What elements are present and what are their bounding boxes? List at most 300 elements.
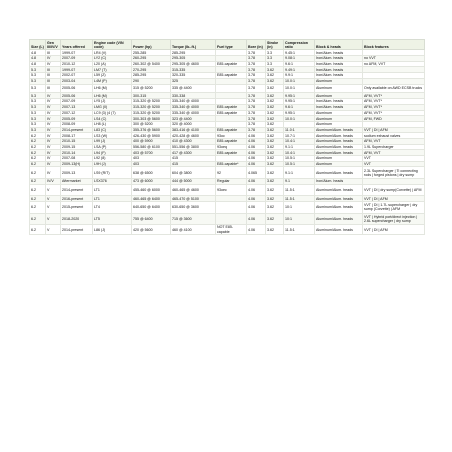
- table-cell: 260-295: [132, 56, 171, 62]
- table-cell: 383-416 @ 4100: [171, 127, 216, 133]
- table-cell: 3.62: [266, 138, 284, 144]
- table-cell: 2005-09: [61, 116, 93, 122]
- table-cell: 10:1: [284, 201, 315, 213]
- table-cell: 9.6:1: [284, 104, 315, 110]
- table-cell: L4M (P): [93, 78, 132, 84]
- table-cell: 5.3: [30, 121, 46, 127]
- column-header: Fuel type: [216, 40, 247, 50]
- table-cell: 630-650 @ 3600: [171, 201, 216, 213]
- table-cell: IV: [46, 138, 61, 144]
- table-cell: 3.62: [266, 201, 284, 213]
- table-cell: Aluminum: [315, 84, 363, 93]
- table-cell: E85-capable: [216, 61, 247, 67]
- table-cell: 403: [132, 156, 171, 162]
- table-cell: V: [46, 201, 61, 213]
- table-cell: 1999-07: [61, 67, 93, 73]
- table-cell: IV: [46, 61, 61, 67]
- table-cell: IV: [46, 56, 61, 62]
- table-cell: 410 @ 4300: [171, 138, 216, 144]
- table-cell: VVT | DI | AFM: [363, 196, 425, 202]
- table-cell: LSA (P): [93, 144, 132, 150]
- table-cell: 2014-present: [61, 184, 93, 196]
- table-cell: 10.4:1: [284, 138, 315, 144]
- table-cell: 3.78: [247, 67, 266, 73]
- table-cell: Iron/Alum. heads: [315, 56, 363, 62]
- table-row: [30, 84, 425, 93]
- table-cell: Aluminum/Alum. heads: [315, 225, 363, 235]
- table-cell: VVT | DI | dry sump(Corvette) | AFM: [363, 184, 425, 196]
- table-cell: 3.78: [247, 84, 266, 93]
- table-cell: 295-305 @ 4600: [171, 61, 216, 67]
- table-cell: 9.49:1: [284, 67, 315, 73]
- table-cell: 2007-09: [61, 56, 93, 62]
- table-cell: 9.6:1: [284, 61, 315, 67]
- table-cell: 315 @ 5200: [132, 84, 171, 93]
- table-cell: Aluminum: [315, 156, 363, 162]
- table-cell: 3.78: [247, 99, 266, 105]
- table-cell: 10.0:1: [284, 78, 315, 84]
- table-cell: L83 (C): [93, 127, 132, 133]
- table-cell: LH8 (L): [93, 121, 132, 127]
- table-cell: E85-capable: [216, 127, 247, 133]
- table-cell: 2016-present: [61, 196, 93, 202]
- table-cell: 300 @ 5200: [132, 121, 171, 127]
- table-cell: E85-capable: [216, 110, 247, 116]
- table-cell: 260-302 @ 5400: [132, 61, 171, 67]
- table-cell: 4.06: [247, 201, 266, 213]
- table-cell: 3.78: [247, 50, 266, 56]
- table-cell: 3.62: [266, 121, 284, 127]
- table-cell: 3.78: [247, 127, 266, 133]
- table-cell: 426-430 @ 5900: [132, 133, 171, 139]
- table-cell: Aluminum/Alum. heads: [315, 196, 363, 202]
- table-cell: 6.2: [30, 184, 46, 196]
- table-cell: 323 @ 4400: [171, 116, 216, 122]
- table-cell: 3.62: [266, 144, 284, 150]
- table-cell: 6.2: [30, 167, 46, 179]
- table-cell: L92 (8): [93, 156, 132, 162]
- table-cell: 330-338: [171, 93, 216, 99]
- table-cell: 9.45:1: [284, 50, 315, 56]
- table-cell: 5.3: [30, 67, 46, 73]
- table-cell: 2018-2020: [61, 213, 93, 225]
- table-cell: 9.08:1: [284, 56, 315, 62]
- table-cell: LY5 (J): [93, 99, 132, 105]
- table-cell: Iron/Alum. heads: [315, 179, 363, 185]
- table-cell: Aluminum/Alum. heads: [315, 150, 363, 156]
- table-cell: 3.62: [266, 161, 284, 167]
- table-cell: 335-340 @ 4000: [171, 104, 216, 110]
- table-cell: 1.9L Supercharger: [363, 144, 425, 150]
- table-cell: AFM, VVT*: [363, 104, 425, 110]
- table-cell: 556-580 @ 6100: [132, 144, 171, 150]
- table-cell: 11.5:1: [284, 184, 315, 196]
- table-cell: 2007-13: [61, 104, 93, 110]
- table-cell: 5.3: [30, 84, 46, 93]
- table-cell: 4.06: [247, 138, 266, 144]
- table-cell: 285-295: [132, 73, 171, 79]
- table-cell: III: [46, 67, 61, 73]
- table-cell: 460-465 @ 4600: [171, 184, 216, 196]
- table-cell: 1999-07: [61, 50, 93, 56]
- table-cell: LC9 (3) (4 (7): [93, 110, 132, 116]
- table-cell: 3.62: [266, 73, 284, 79]
- table-cell: [216, 201, 247, 213]
- table-cell: 2014-present: [61, 127, 93, 133]
- column-header: Power (hp): [132, 40, 171, 50]
- table-cell: E85-capable: [216, 104, 247, 110]
- table-cell: VVT: [363, 161, 425, 167]
- table-cell: 93oc: [216, 133, 247, 139]
- table-cell: AFM, VVT: [363, 138, 425, 144]
- table-cell: 2002-07: [61, 73, 93, 79]
- table-cell: 444 @ 5000: [171, 179, 216, 185]
- table-cell: Aftermarket: [61, 179, 93, 185]
- table-cell: 3.62: [266, 133, 284, 139]
- table-cell: 415: [171, 161, 216, 167]
- table-cell: 315-320 @ 5200: [132, 99, 171, 105]
- table-cell: Aluminum: [315, 93, 363, 99]
- table-cell: 2005-06: [61, 93, 93, 99]
- table-cell: 3.78: [247, 73, 266, 79]
- table-cell: 460 @ 4100: [171, 225, 216, 235]
- table-cell: Aluminum: [315, 116, 363, 122]
- table-cell: VVT | DI | 1.7L supercharger | dry sump (Corvette) | AFM: [363, 201, 425, 213]
- table-cell: 5.3: [30, 110, 46, 116]
- table-cell: 465-470 @ 5100: [171, 196, 216, 202]
- table-cell: Aluminum/Alum. heads: [315, 127, 363, 133]
- table-cell: Aluminum/Alum. heads: [315, 133, 363, 139]
- table-cell: 420-428 @ 4600: [171, 133, 216, 139]
- table-cell: IV: [46, 127, 61, 133]
- table-cell: 285-295: [171, 50, 216, 56]
- table-cell: 335-340 @ 4000: [171, 99, 216, 105]
- table-cell: 2010-14: [61, 150, 93, 156]
- table-cell: Aluminum/Alum. heads: [315, 201, 363, 213]
- engine-specs-table: [29, 39, 425, 235]
- table-cell: V: [46, 225, 61, 235]
- table-cell: Iron/Alum. heads: [315, 50, 363, 56]
- table-cell: 3.78: [247, 116, 266, 122]
- table-row: [30, 225, 425, 235]
- table-cell: LT4: [93, 201, 132, 213]
- table-cell: Aluminum: [315, 110, 363, 116]
- table-cell: 320 @ 4000: [171, 121, 216, 127]
- table-cell: 93oeq: [216, 144, 247, 150]
- table-cell: VVT: [363, 156, 425, 162]
- table-cell: Iron/Alum. heads: [315, 67, 363, 73]
- table-cell: LH6 (M): [93, 84, 132, 93]
- table-cell: 4.06: [247, 133, 266, 139]
- table-cell: 2008-17: [61, 133, 93, 139]
- table-cell: 270-295: [132, 67, 171, 73]
- table-cell: 6.2: [30, 179, 46, 185]
- table-cell: 2009-13: [61, 167, 93, 179]
- table-cell: IV: [46, 116, 61, 122]
- table-cell: no AFM, VVT: [363, 61, 425, 67]
- table-cell: 6.2: [30, 225, 46, 235]
- table-cell: 3.62: [266, 110, 284, 116]
- table-cell: 3.78: [247, 78, 266, 84]
- table-cell: 3.62: [266, 99, 284, 105]
- table-cell: 4.06: [247, 196, 266, 202]
- table-cell: 4.8: [30, 56, 46, 62]
- table-cell: 320-335: [171, 73, 216, 79]
- table-cell: 5.3: [30, 104, 46, 110]
- table-cell: 10.5:1: [284, 161, 315, 167]
- table-cell: 5.3: [30, 127, 46, 133]
- table-cell: 2007-12: [61, 110, 93, 116]
- table-cell: 6.2: [30, 213, 46, 225]
- table-cell: 335 @ 4400: [171, 84, 216, 93]
- table-cell: 6.2: [30, 150, 46, 156]
- table-cell: 10.0:1: [284, 116, 315, 122]
- table-cell: L99 (J): [93, 138, 132, 144]
- table-cell: 403: [132, 161, 171, 167]
- table-cell: 3.78: [247, 104, 266, 110]
- table-cell: 11.0:1: [284, 127, 315, 133]
- table-cell: [216, 213, 247, 225]
- table-cell: Aluminum: [315, 161, 363, 167]
- table-row: [30, 167, 425, 179]
- table-cell: III: [46, 78, 61, 84]
- table-cell: LM7 (T): [93, 67, 132, 73]
- table-cell: 604 @ 3800: [171, 167, 216, 179]
- table-cell: 4.06: [247, 156, 266, 162]
- table-cell: 3.62: [266, 167, 284, 179]
- table-cell: 3.3: [266, 56, 284, 62]
- table-cell: 2008-09: [61, 121, 93, 127]
- table-cell: V: [46, 184, 61, 196]
- table-cell: 455-460 @ 6000: [132, 184, 171, 196]
- table-cell: IV: [46, 104, 61, 110]
- table-cell: 640-650 @ 6400: [132, 201, 171, 213]
- table-cell: 4.06: [247, 150, 266, 156]
- table-cell: 755 @ 6400: [132, 213, 171, 225]
- table-cell: 4.06: [247, 179, 266, 185]
- table-cell: LT1: [93, 184, 132, 196]
- table-cell: 3.3: [266, 61, 284, 67]
- table-cell: 295-305: [171, 56, 216, 62]
- table-cell: 255-285: [132, 50, 171, 56]
- table-cell: V: [46, 196, 61, 202]
- table-cell: NOT E85-capable: [216, 225, 247, 235]
- table-cell: 4.06: [247, 161, 266, 167]
- table-cell: 3.62: [266, 67, 284, 73]
- column-header: Gen III/IV/V: [46, 40, 61, 50]
- table-cell: 92: [216, 167, 247, 179]
- table-cell: 3.62: [266, 196, 284, 202]
- table-cell: IV: [46, 110, 61, 116]
- table-cell: 11.5:1: [284, 225, 315, 235]
- table-cell: 3.62: [266, 84, 284, 93]
- table-cell: 4.8: [30, 61, 46, 67]
- table-cell: 5.3: [30, 116, 46, 122]
- table-cell: 4.8: [30, 50, 46, 56]
- table-cell: 3.62: [266, 184, 284, 196]
- table-cell: 325: [171, 78, 216, 84]
- table-cell: 3.3: [266, 50, 284, 56]
- table-cell: 3.62: [266, 150, 284, 156]
- column-header: Size (L): [30, 40, 46, 50]
- table-cell: 3.78: [247, 61, 266, 67]
- table-cell: 3.62: [266, 116, 284, 122]
- table-cell: AFM, FWD: [363, 116, 425, 122]
- table-cell: Aluminum/Alum. heads: [315, 213, 363, 225]
- table-cell: Regular: [216, 179, 247, 185]
- table-cell: Iron/Alum. heads: [315, 99, 363, 105]
- table-cell: VVT | DI | AFM: [363, 127, 425, 133]
- table-cell: 3.78: [247, 121, 266, 127]
- table-cell: 2015-present: [61, 201, 93, 213]
- table-cell: 3.62: [266, 225, 284, 235]
- column-header: Block & heads: [315, 40, 363, 50]
- table-cell: V: [46, 213, 61, 225]
- column-header: Compression ratio: [284, 40, 315, 50]
- table-cell: Aluminum/Alum. heads: [315, 167, 363, 179]
- table-cell: 460-465 @ 6400: [132, 196, 171, 202]
- table-cell: 3.78: [247, 56, 266, 62]
- table-cell: 2005-06: [61, 84, 93, 93]
- table-cell: 3.62: [266, 127, 284, 133]
- table-cell: AFM, VVT*: [363, 93, 425, 99]
- table-cell: LT5: [93, 213, 132, 225]
- table-cell: III: [46, 50, 61, 56]
- table-cell: LS9 (R/T): [93, 167, 132, 179]
- table-cell: 6.2: [30, 161, 46, 167]
- table-cell: 638 @ 6500: [132, 167, 171, 179]
- table-cell: 415: [171, 156, 216, 162]
- table-cell: VVT | Hybrid port/direct injection | 2.6L supercharger | dry sump: [363, 213, 425, 225]
- table-cell: 10.4:1: [284, 150, 315, 156]
- table-cell: 9.95:1: [284, 99, 315, 105]
- table-cell: 10.5:1: [284, 156, 315, 162]
- column-header: Engine code (VIN code): [93, 40, 132, 50]
- table-cell: L9H (J): [93, 161, 132, 167]
- table-cell: 3.62: [266, 179, 284, 185]
- table-header-row: [30, 40, 425, 50]
- table-cell: LY2 (C): [93, 56, 132, 62]
- table-cell: Aluminum/Alum. heads: [315, 144, 363, 150]
- table-cell: Aluminum: [315, 78, 363, 84]
- table-cell: E85-capable: [216, 138, 247, 144]
- table-cell: LH6 (M): [93, 93, 132, 99]
- table-cell: Aluminum/Alum. heads: [315, 184, 363, 196]
- table-cell: 400 @ 5900: [132, 138, 171, 144]
- table-cell: 6.2: [30, 201, 46, 213]
- table-cell: 4.06: [247, 144, 266, 150]
- table-row: [30, 184, 425, 196]
- table-cell: LS4 (C): [93, 116, 132, 122]
- table-cell: Only available on AWD ECSB trucks: [363, 84, 425, 93]
- table-cell: LT1: [93, 196, 132, 202]
- table-cell: 2010-12: [61, 61, 93, 67]
- table-cell: Aluminum/Alum. heads: [315, 138, 363, 144]
- table-cell: 3.62: [266, 93, 284, 99]
- table-cell: 4.06: [247, 184, 266, 196]
- table-cell: 3.62: [266, 78, 284, 84]
- table-cell: 5.3: [30, 78, 46, 84]
- table-cell: 9.95:1: [284, 110, 315, 116]
- table-cell: E85-capable: [216, 150, 247, 156]
- table-cell: 355-376 @ 5600: [132, 127, 171, 133]
- table-cell: L59 (Z): [93, 73, 132, 79]
- table-cell: IV: [46, 93, 61, 99]
- table-cell: AFM, VVT*: [363, 110, 425, 116]
- table-cell: no VVT: [363, 56, 425, 62]
- table-cell: AFM, VVT: [363, 150, 425, 156]
- table-cell: 300-315: [132, 93, 171, 99]
- table-cell: 6.2: [30, 196, 46, 202]
- table-cell: [216, 84, 247, 93]
- table-cell: Iron/Alum. heads: [315, 73, 363, 79]
- table-cell: 335-340 @ 4000: [171, 110, 216, 116]
- table-cell: 9.1:1: [284, 144, 315, 150]
- table-cell: 315-335: [171, 67, 216, 73]
- table-cell: 2010-15: [61, 138, 93, 144]
- table-cell: 4.06: [247, 213, 266, 225]
- table-cell: 2009-15: [61, 144, 93, 150]
- table-cell: 551-556 @ 3800: [171, 144, 216, 150]
- table-cell: IV: [46, 99, 61, 105]
- table-cell: L86 (J): [93, 225, 132, 235]
- table-cell: 2.3L Supercharger | Ti connecting rods | forged pistons | dry sump: [363, 167, 425, 179]
- engine-specs-table-container: [29, 39, 424, 235]
- table-cell: IV: [46, 121, 61, 127]
- table-cell: 473 @ 6000: [132, 179, 171, 185]
- table-cell: 420 @ 5600: [132, 225, 171, 235]
- column-header: Bore (in): [247, 40, 266, 50]
- table-cell: 300-303 @ 5600: [132, 116, 171, 122]
- table-cell: 11.5:1: [284, 196, 315, 202]
- table-cell: III: [46, 84, 61, 93]
- table-cell: LSX376: [93, 179, 132, 185]
- table-cell: 3.62: [266, 213, 284, 225]
- table-cell: L94 (F): [93, 150, 132, 156]
- table-cell: Iron/Alum. heads: [315, 61, 363, 67]
- table-cell: IV: [46, 156, 61, 162]
- table-cell: 3.78: [247, 110, 266, 116]
- column-header: Years offered: [61, 40, 93, 50]
- table-cell: E85-capable*: [216, 161, 247, 167]
- table-cell: LR4 (V): [93, 50, 132, 56]
- table-cell: 10:1: [284, 213, 315, 225]
- table-cell: 715 @ 3600: [171, 213, 216, 225]
- table-cell: Aluminum: [315, 121, 363, 127]
- table-cell: IV: [46, 150, 61, 156]
- table-cell: 315-320 @ 5200: [132, 104, 171, 110]
- table-cell: 5.3: [30, 93, 46, 99]
- table-cell: 3.62: [266, 156, 284, 162]
- table-body: [30, 50, 425, 235]
- table-cell: 9.1: [284, 179, 315, 185]
- table-cell: 3.62: [266, 104, 284, 110]
- column-header: Torque (lb.-ft.): [171, 40, 216, 50]
- table-cell: 417 @ 4300: [171, 150, 216, 156]
- table-cell: 3.78: [247, 93, 266, 99]
- table-cell: 5.3: [30, 73, 46, 79]
- table-cell: 6.2: [30, 144, 46, 150]
- table-cell: 290: [132, 78, 171, 84]
- table-cell: 315-320 @ 5200: [132, 110, 171, 116]
- table-cell: 6.2: [30, 156, 46, 162]
- table-cell: Iron/Alum. heads: [315, 104, 363, 110]
- table-cell: AFM, VVT*: [363, 99, 425, 105]
- table-cell: LS3 (W): [93, 133, 132, 139]
- table-row: [30, 201, 425, 213]
- table-cell: IV: [46, 133, 61, 139]
- table-cell: 9.1:1: [284, 167, 315, 179]
